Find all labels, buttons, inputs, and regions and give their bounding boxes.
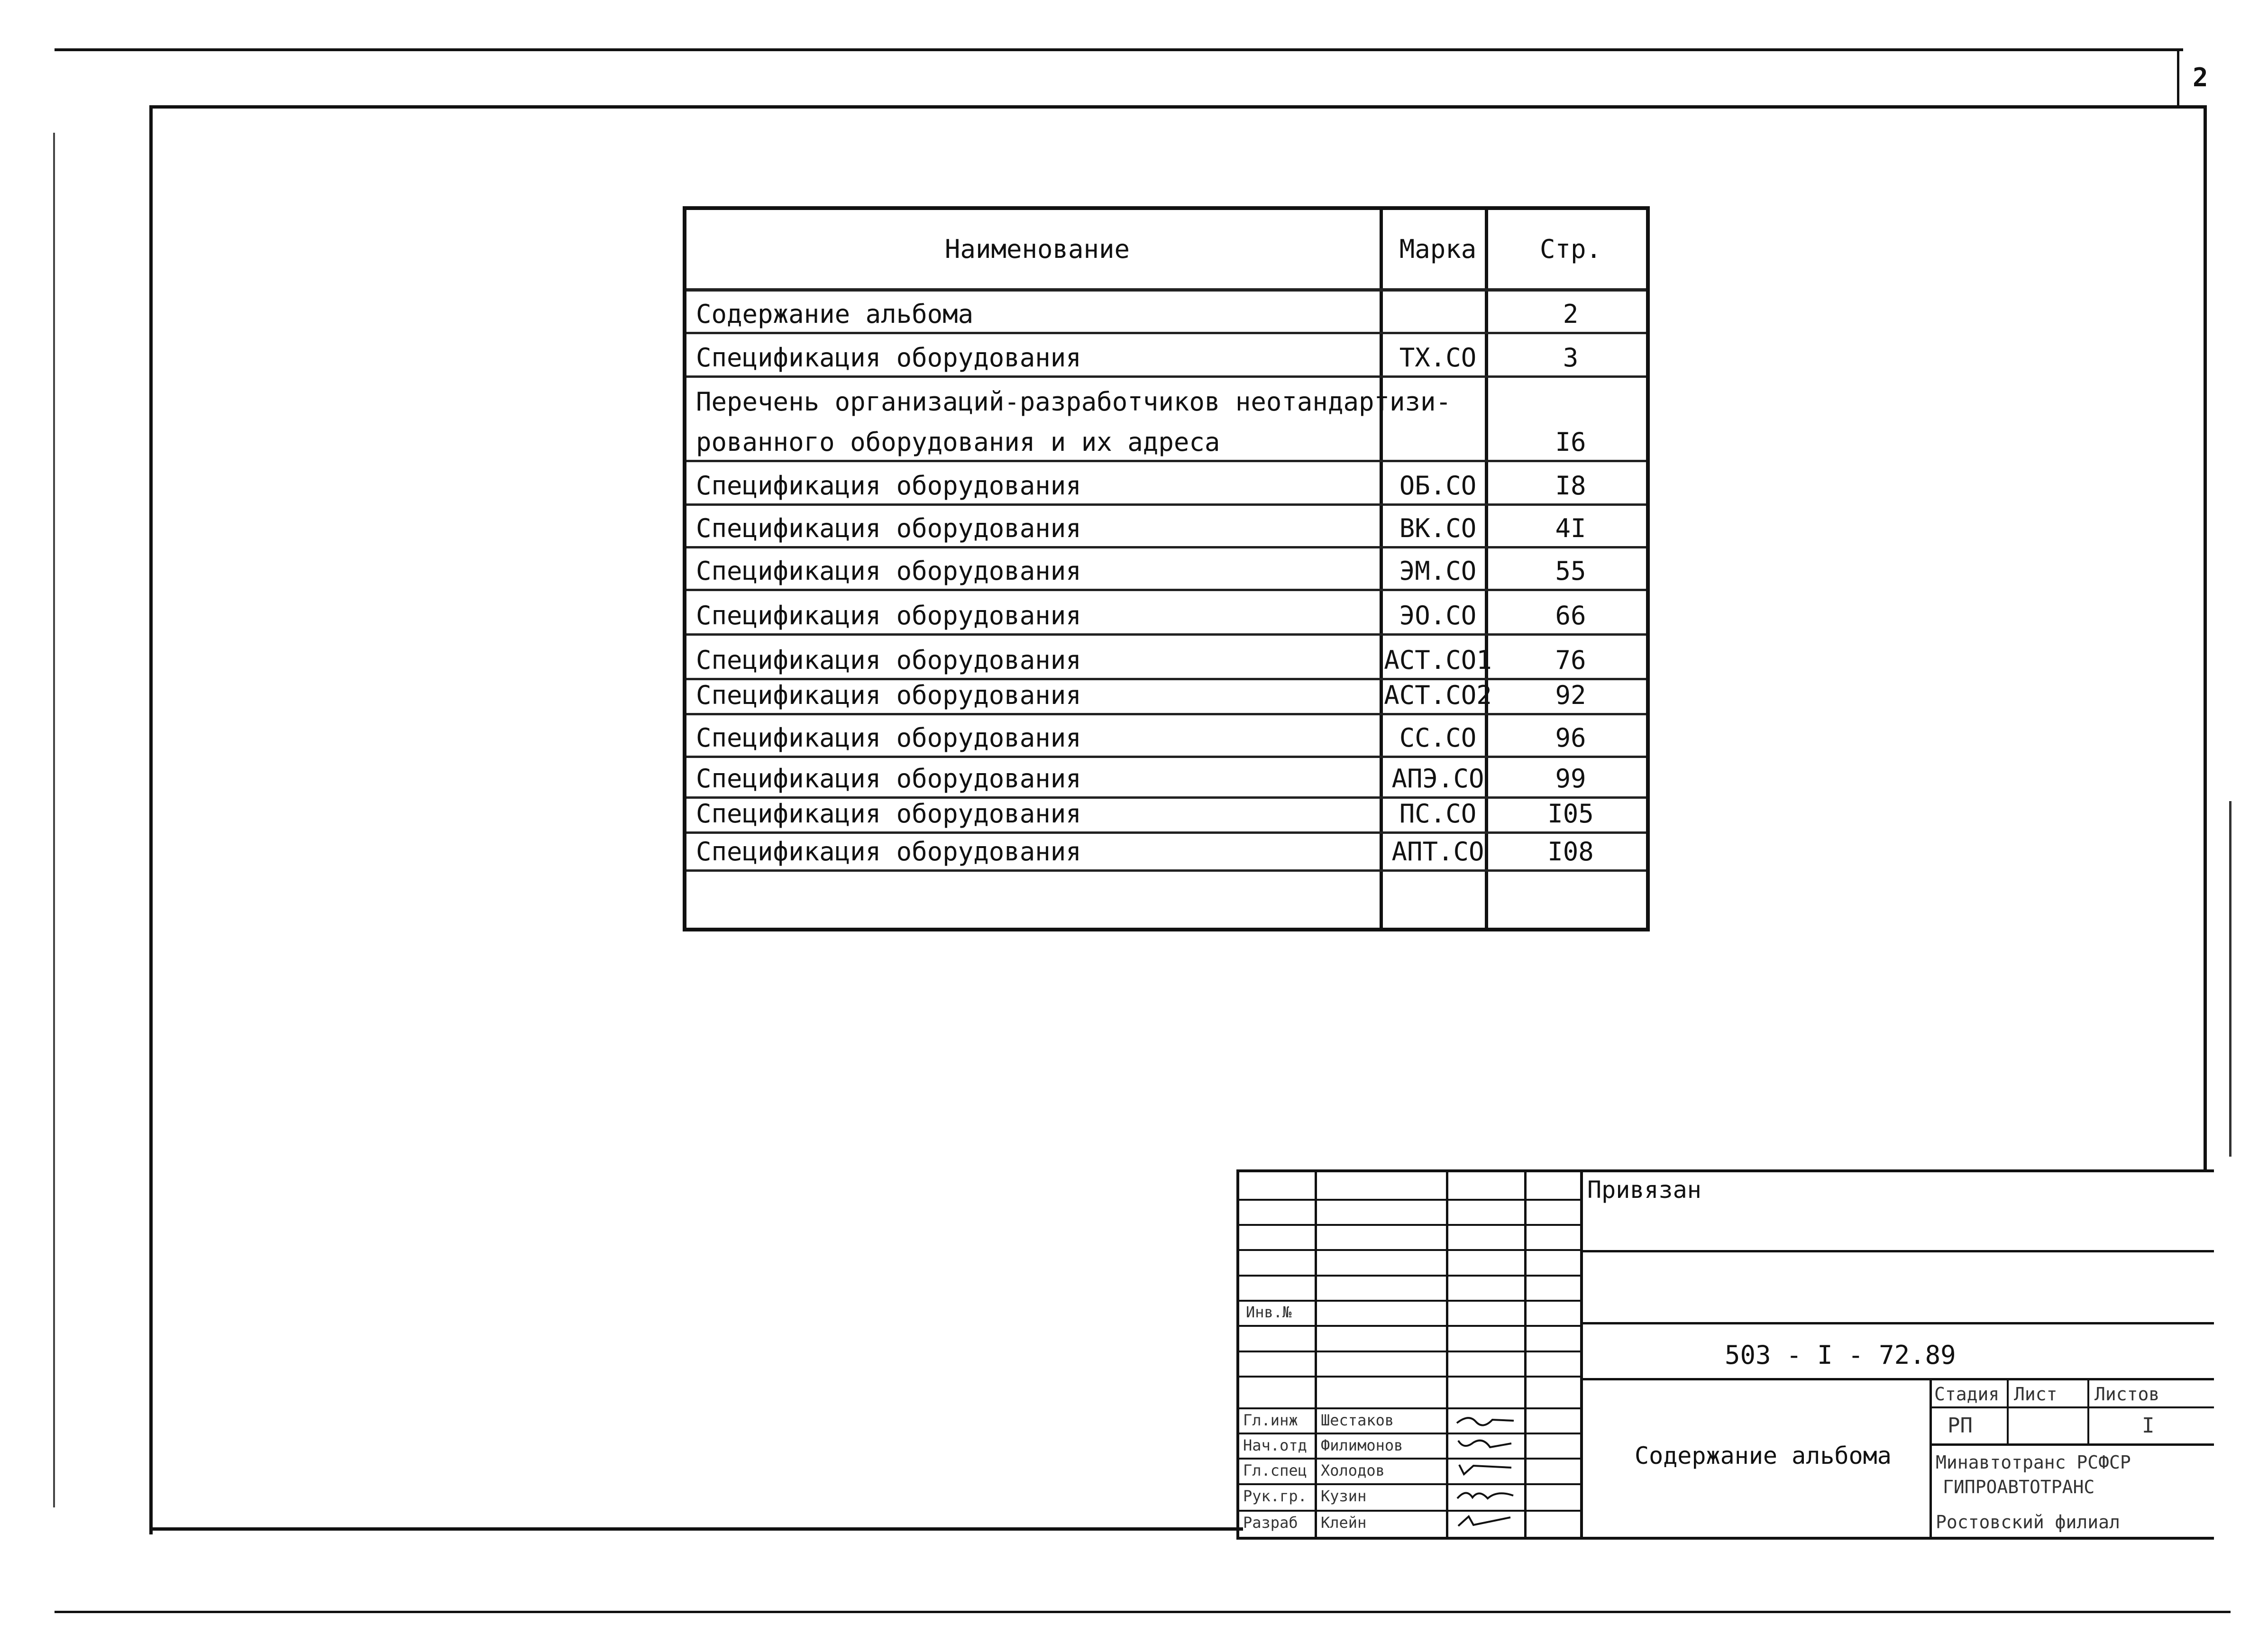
top-border-line [55, 48, 2183, 51]
linked-label: Привязан [1587, 1176, 1701, 1204]
table-row [686, 591, 1646, 636]
person-name: Клейн [1321, 1514, 1367, 1532]
row-page: I05 [1547, 799, 1594, 829]
title-block [1236, 1169, 2214, 1543]
row-name [696, 872, 1379, 928]
tb-r-v2 [2007, 1378, 2009, 1444]
sheets-header: Листов [2094, 1384, 2160, 1405]
table-row [686, 420, 1646, 462]
tb-h [1236, 1275, 1582, 1277]
row-name: Спецификация оборудования [696, 680, 1081, 710]
tb-r-v1 [1930, 1378, 1932, 1539]
tb-h [1236, 1433, 1582, 1434]
signature-2 [1454, 1436, 1516, 1452]
table-row [686, 334, 1646, 378]
row-page: 2 [1563, 299, 1579, 329]
org-line-3: Ростовский филиал [1936, 1512, 2120, 1533]
tb-r-h2 [1582, 1322, 2214, 1324]
row-mark: АПЭ.СО [1391, 764, 1484, 794]
left-margin-line [53, 133, 55, 1507]
table-row [686, 636, 1646, 680]
row-name: Спецификация оборудования [696, 513, 1081, 543]
row-name: Спецификация оборудования [696, 764, 1081, 794]
row-name: рованного оборудования и их адреса [696, 427, 1220, 457]
document-title: Содержание альбома [1635, 1442, 1892, 1469]
tb-h [1236, 1351, 1582, 1352]
row-page: 92 [1555, 680, 1586, 710]
tb-h [1236, 1224, 1582, 1226]
table-row [686, 834, 1646, 872]
tb-h [1236, 1376, 1582, 1378]
row-page: I08 [1547, 837, 1594, 867]
table-row [686, 292, 1646, 334]
row-page: 96 [1555, 723, 1586, 753]
tb-r-v3 [2087, 1378, 2089, 1444]
row-page: 66 [1555, 601, 1586, 630]
row-mark: ЭО.СО [1399, 601, 1477, 630]
table-row [686, 462, 1646, 506]
row-mark [1388, 378, 1488, 420]
role-label: Рук.гр. [1243, 1487, 1307, 1505]
table-row [686, 715, 1646, 758]
signature-1 [1454, 1411, 1516, 1427]
row-page: 76 [1555, 645, 1586, 675]
tb-r-h4 [1930, 1406, 2214, 1408]
signature-4 [1454, 1486, 1516, 1502]
row-mark: СС.СО [1399, 723, 1477, 753]
tb-h [1236, 1249, 1582, 1251]
signature-5 [1454, 1513, 1516, 1529]
row-name: Спецификация оборудования [696, 837, 1081, 867]
contents-table [683, 206, 1650, 931]
header-mark: Марка [1399, 234, 1477, 264]
table-row [686, 548, 1646, 591]
page-number-box-left [2177, 48, 2179, 108]
role-label: Гл.инж [1243, 1411, 1298, 1429]
tb-r-h1 [1582, 1250, 2214, 1252]
tb-h [1236, 1407, 1582, 1409]
tb-h [1236, 1300, 1582, 1302]
table-header-row [686, 210, 1646, 292]
tb-h [1236, 1510, 1582, 1512]
row-mark: ЭМ.СО [1399, 556, 1477, 586]
table-row [686, 506, 1646, 548]
person-name: Кузин [1321, 1487, 1367, 1505]
frame-right [2204, 105, 2207, 1172]
row-name: Спецификация оборудования [696, 343, 1081, 373]
frame-bottom [153, 1527, 1243, 1531]
row-name: Спецификация оборудования [696, 471, 1081, 501]
row-mark: АСТ.СО1 [1384, 645, 1492, 675]
row-page: 3 [1563, 343, 1579, 373]
stage-value: РП [1948, 1414, 1973, 1438]
row-page [1502, 872, 1639, 928]
row-mark: АПТ.СО [1391, 837, 1484, 867]
table-row [686, 799, 1646, 834]
row-page [1502, 378, 1639, 420]
sheets-value: I [2142, 1414, 2155, 1438]
table-row [686, 680, 1646, 715]
row-name: Перечень организаций-разработчиков неотандартизи- [696, 387, 1452, 417]
table-row [686, 378, 1646, 420]
row-name: Спецификация оборудования [696, 799, 1081, 829]
tb-h [1236, 1458, 1582, 1460]
signature-3 [1454, 1461, 1516, 1477]
bottom-border-line [55, 1611, 2231, 1613]
row-name: Спецификация оборудования [696, 601, 1081, 630]
row-page: 4I [1555, 513, 1586, 543]
right-edge-mark [2229, 801, 2231, 1157]
row-name: Спецификация оборудования [696, 723, 1081, 753]
inventory-label: Инв.№ [1246, 1303, 1292, 1321]
row-page: 55 [1555, 556, 1586, 586]
role-label: Гл.спец [1243, 1461, 1307, 1479]
document-code: 503 - I - 72.89 [1725, 1340, 1956, 1370]
tb-top [1236, 1169, 2214, 1172]
table-row [686, 758, 1646, 799]
frame-left [149, 105, 153, 1534]
frame-top [149, 105, 2207, 109]
tb-bottom [1236, 1537, 2214, 1540]
row-mark: ОБ.СО [1399, 471, 1477, 501]
page-number: 2 [2193, 63, 2208, 92]
row-mark [1388, 872, 1488, 928]
row-page: I8 [1555, 471, 1586, 501]
person-name: Филимонов [1321, 1436, 1403, 1454]
tb-r-h3 [1582, 1378, 2214, 1380]
org-line-2: ГИПРОАВТОТРАНС [1943, 1477, 2095, 1497]
row-mark [1388, 292, 1488, 332]
header-name: Наименование [944, 234, 1130, 264]
row-name: Содержание альбома [696, 299, 974, 329]
table-row [686, 872, 1646, 928]
row-mark: ВК.СО [1399, 513, 1477, 543]
role-label: Нач.отд [1243, 1436, 1307, 1454]
row-mark: ТХ.СО [1399, 343, 1477, 373]
org-line-1: Минавтотранс РСФСР [1936, 1452, 2131, 1473]
row-name: Спецификация оборудования [696, 645, 1081, 675]
role-label: Разраб [1243, 1514, 1298, 1532]
person-name: Шестаков [1321, 1411, 1394, 1429]
row-mark [1388, 420, 1488, 460]
row-page: 99 [1555, 764, 1586, 794]
tb-h [1236, 1483, 1582, 1485]
stage-header: Стадия [1934, 1384, 2000, 1405]
row-mark: ПС.СО [1399, 799, 1477, 829]
tb-h [1236, 1325, 1582, 1327]
row-page: I6 [1555, 427, 1586, 457]
tb-r-h5 [1930, 1443, 2214, 1446]
sheet-header: Лист [2014, 1384, 2058, 1405]
row-mark: АСТ.СО2 [1384, 680, 1492, 710]
header-page: Стр. [1539, 234, 1602, 264]
row-name: Спецификация оборудования [696, 556, 1081, 586]
person-name: Холодов [1321, 1461, 1385, 1479]
tb-h [1236, 1199, 1582, 1201]
